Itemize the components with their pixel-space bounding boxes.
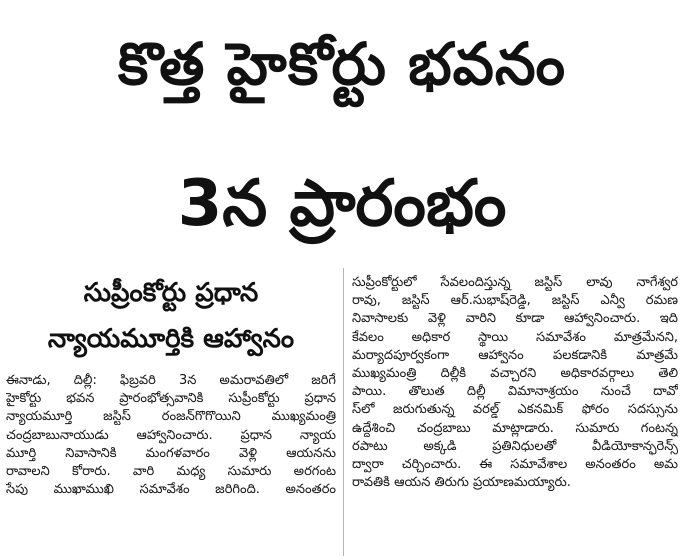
headline-line-2: 3న ప్రారంభం: [177, 167, 507, 241]
body-line: రావతికి ఆయన తిరుగు ప్రయాణమయ్యారు.: [352, 475, 571, 491]
body-line: ద్వారా చర్చించారు. ఈ సమావేశాల అనంతరం అమ: [352, 457, 678, 473]
headline-line-1: కొత్త హైకోర్టు భవనం: [118, 30, 566, 98]
left-column-body: [6, 372, 336, 499]
body-line: చంద్రబాబునాయుడు ఆహ్వానించారు. ప్రధాన న్యాయ: [6, 427, 336, 443]
body-line: ముఖ్యమంత్రి దిల్లీకి వచ్చారని అధికారవర్గాలు తెలి: [352, 366, 678, 382]
subheadline: [6, 272, 336, 360]
body-line: పాయి. తొలుత దిల్లీ విమానాశ్రయం నుంచే దావో: [352, 384, 678, 400]
subheadline-line-1: సుప్రీంకోర్టు ప్రధాన: [83, 278, 259, 308]
body-line: మూర్తి నివాసానికి మంగళవారం వెళ్లి ఆయనను: [6, 445, 336, 461]
body-line: ఈనాడు, దిల్లీ: ఫిబ్రవరి 3న అమరావతిలో జరిగే: [6, 373, 336, 388]
body-line: ఉద్దేశించి చంద్రబాబు మాట్లాడారు. సుమారు గంటన్న: [352, 420, 678, 436]
body-line: మర్యాదపూర్వకంగా ఆహ్వానం పలకడానికి మాత్రమే: [352, 347, 678, 363]
right-column: [352, 272, 678, 492]
body-line: న్యాయమూర్తి జస్టిస్ రంజన్‌గొగొయిని ముఖ్యమంత్రి: [6, 409, 336, 425]
body-line: రావు, జస్టిస్ ఆర్.సుభాష్‌రెడ్డి, జస్టిస్ ఎన్వీ రమణ: [352, 293, 678, 309]
body-line: కేవలం అధికార స్థాయి సమావేశం మాత్రమేనని,: [352, 329, 678, 345]
right-column-body: [352, 274, 678, 492]
body-line: హైకోర్టు భవన ప్రారంభోత్సవానికి సుప్రీంకోర్టు ప్రధాన: [6, 391, 336, 407]
body-line: సుప్రీంకోర్టులో సేవలందిస్తున్న జస్టిస్ లావు నాగేశ్వర: [352, 275, 678, 290]
body-line: నివాసాలకు వెళ్లి వారిని కూడా ఆహ్వానించారు. ఇది: [352, 311, 678, 327]
body-line: రావాలని కోరారు. వారి మధ్య సుమారు అరగంట: [6, 464, 336, 480]
body-line: రపాటు అక్కడి ప్రతినిధులతో వీడియోకాన్ఫరెన్స్: [352, 438, 678, 454]
body-line: స్‌లో జరుగుతున్న వరల్డ్ ఎకనమిక్ ఫోరం సదస్సును: [352, 402, 678, 418]
subheadline-line-2: న్యాయమూర్తికి ఆహ్వానం: [47, 324, 295, 354]
left-column: [6, 272, 336, 499]
body-line: సేపు ముఖాముఖి సమావేశం జరిగింది. అనంతరం: [6, 482, 336, 498]
column-divider: [343, 268, 344, 556]
